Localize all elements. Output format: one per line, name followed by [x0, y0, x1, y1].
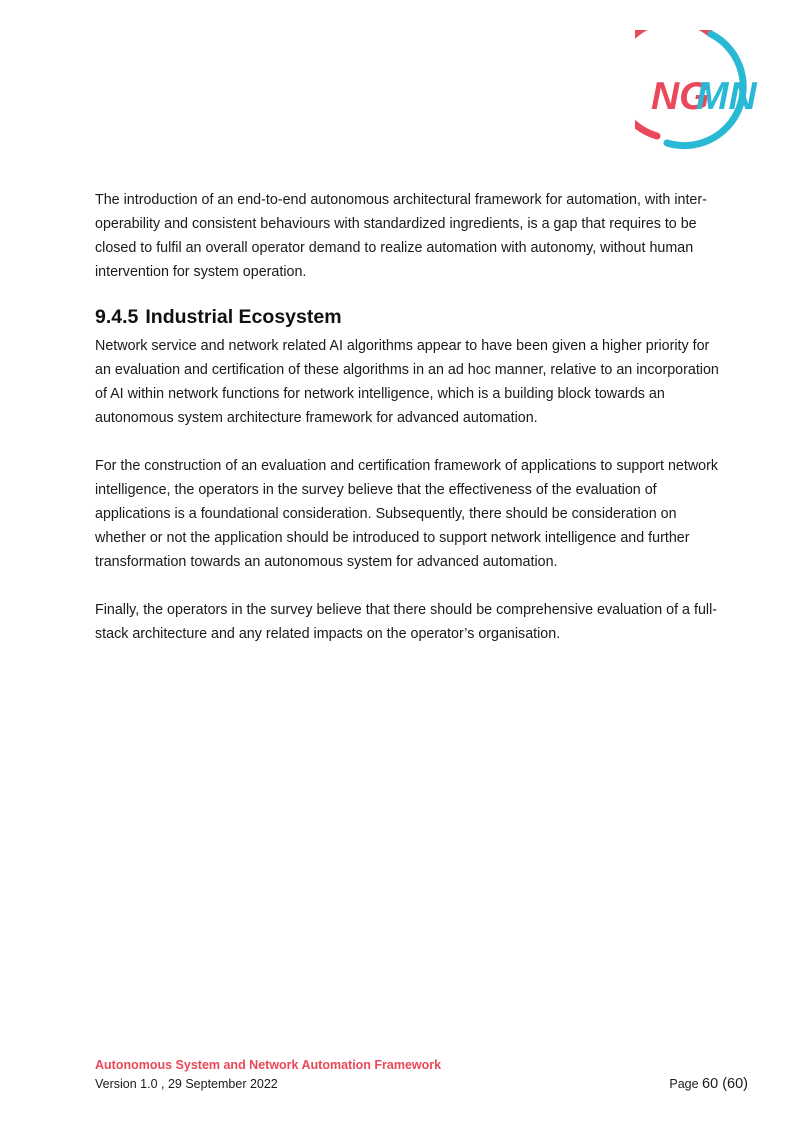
intro-paragraph: The introduction of an end-to-end autonomous architectural framework for automation, with inter-operability and consistent behaviours with standardized ingredients, is a gap that requires to be closed to fulfil an overall operator demand to realize automation with autonomy, without human intervention for system operation.	[95, 192, 707, 280]
section-paragraph-3: Finally, the operators in the survey believe that there should be comprehensive evaluation of a full-stack architecture and any related impacts on the operator’s organisation.	[95, 602, 718, 642]
section-paragraph-1: Network service and network related AI algorithms appear to have been given a higher priority for an evaluation and certification of these algorithms in an ad hoc manner, relative to an incorporation of AI within network functions for network intelligence, which is a building block towards an autonomous system architecture framework for advanced automation.	[95, 338, 719, 426]
footer-page-value: 60 (60)	[702, 1076, 748, 1092]
section-title: Industrial Ecosystem	[145, 306, 342, 328]
section-number: 9.4.5	[95, 306, 139, 328]
footer-page-label: Page	[669, 1077, 699, 1091]
footer-version: Version 1.0 , 29 September 2022	[95, 1077, 278, 1091]
footer-page-number	[669, 1076, 748, 1092]
ngmn-logo-icon	[635, 30, 761, 156]
section-heading	[95, 303, 720, 331]
logo-text-mn: MN	[696, 75, 757, 118]
logo-text-ng: NG	[651, 75, 710, 118]
footer-document-title: Autonomous System and Network Automation Framework	[95, 1058, 442, 1072]
main-content	[95, 188, 720, 646]
section-paragraph-2: For the construction of an evaluation and certification framework of applications to support network intelligence, the operators in the survey believe that the effectiveness of the evaluation of applications is a foundational consideration. Subsequently, there should be consideration on whether or not the application should be introduced to support network intelligence and further transformation towards an autonomous system for advanced automation.	[95, 458, 719, 570]
